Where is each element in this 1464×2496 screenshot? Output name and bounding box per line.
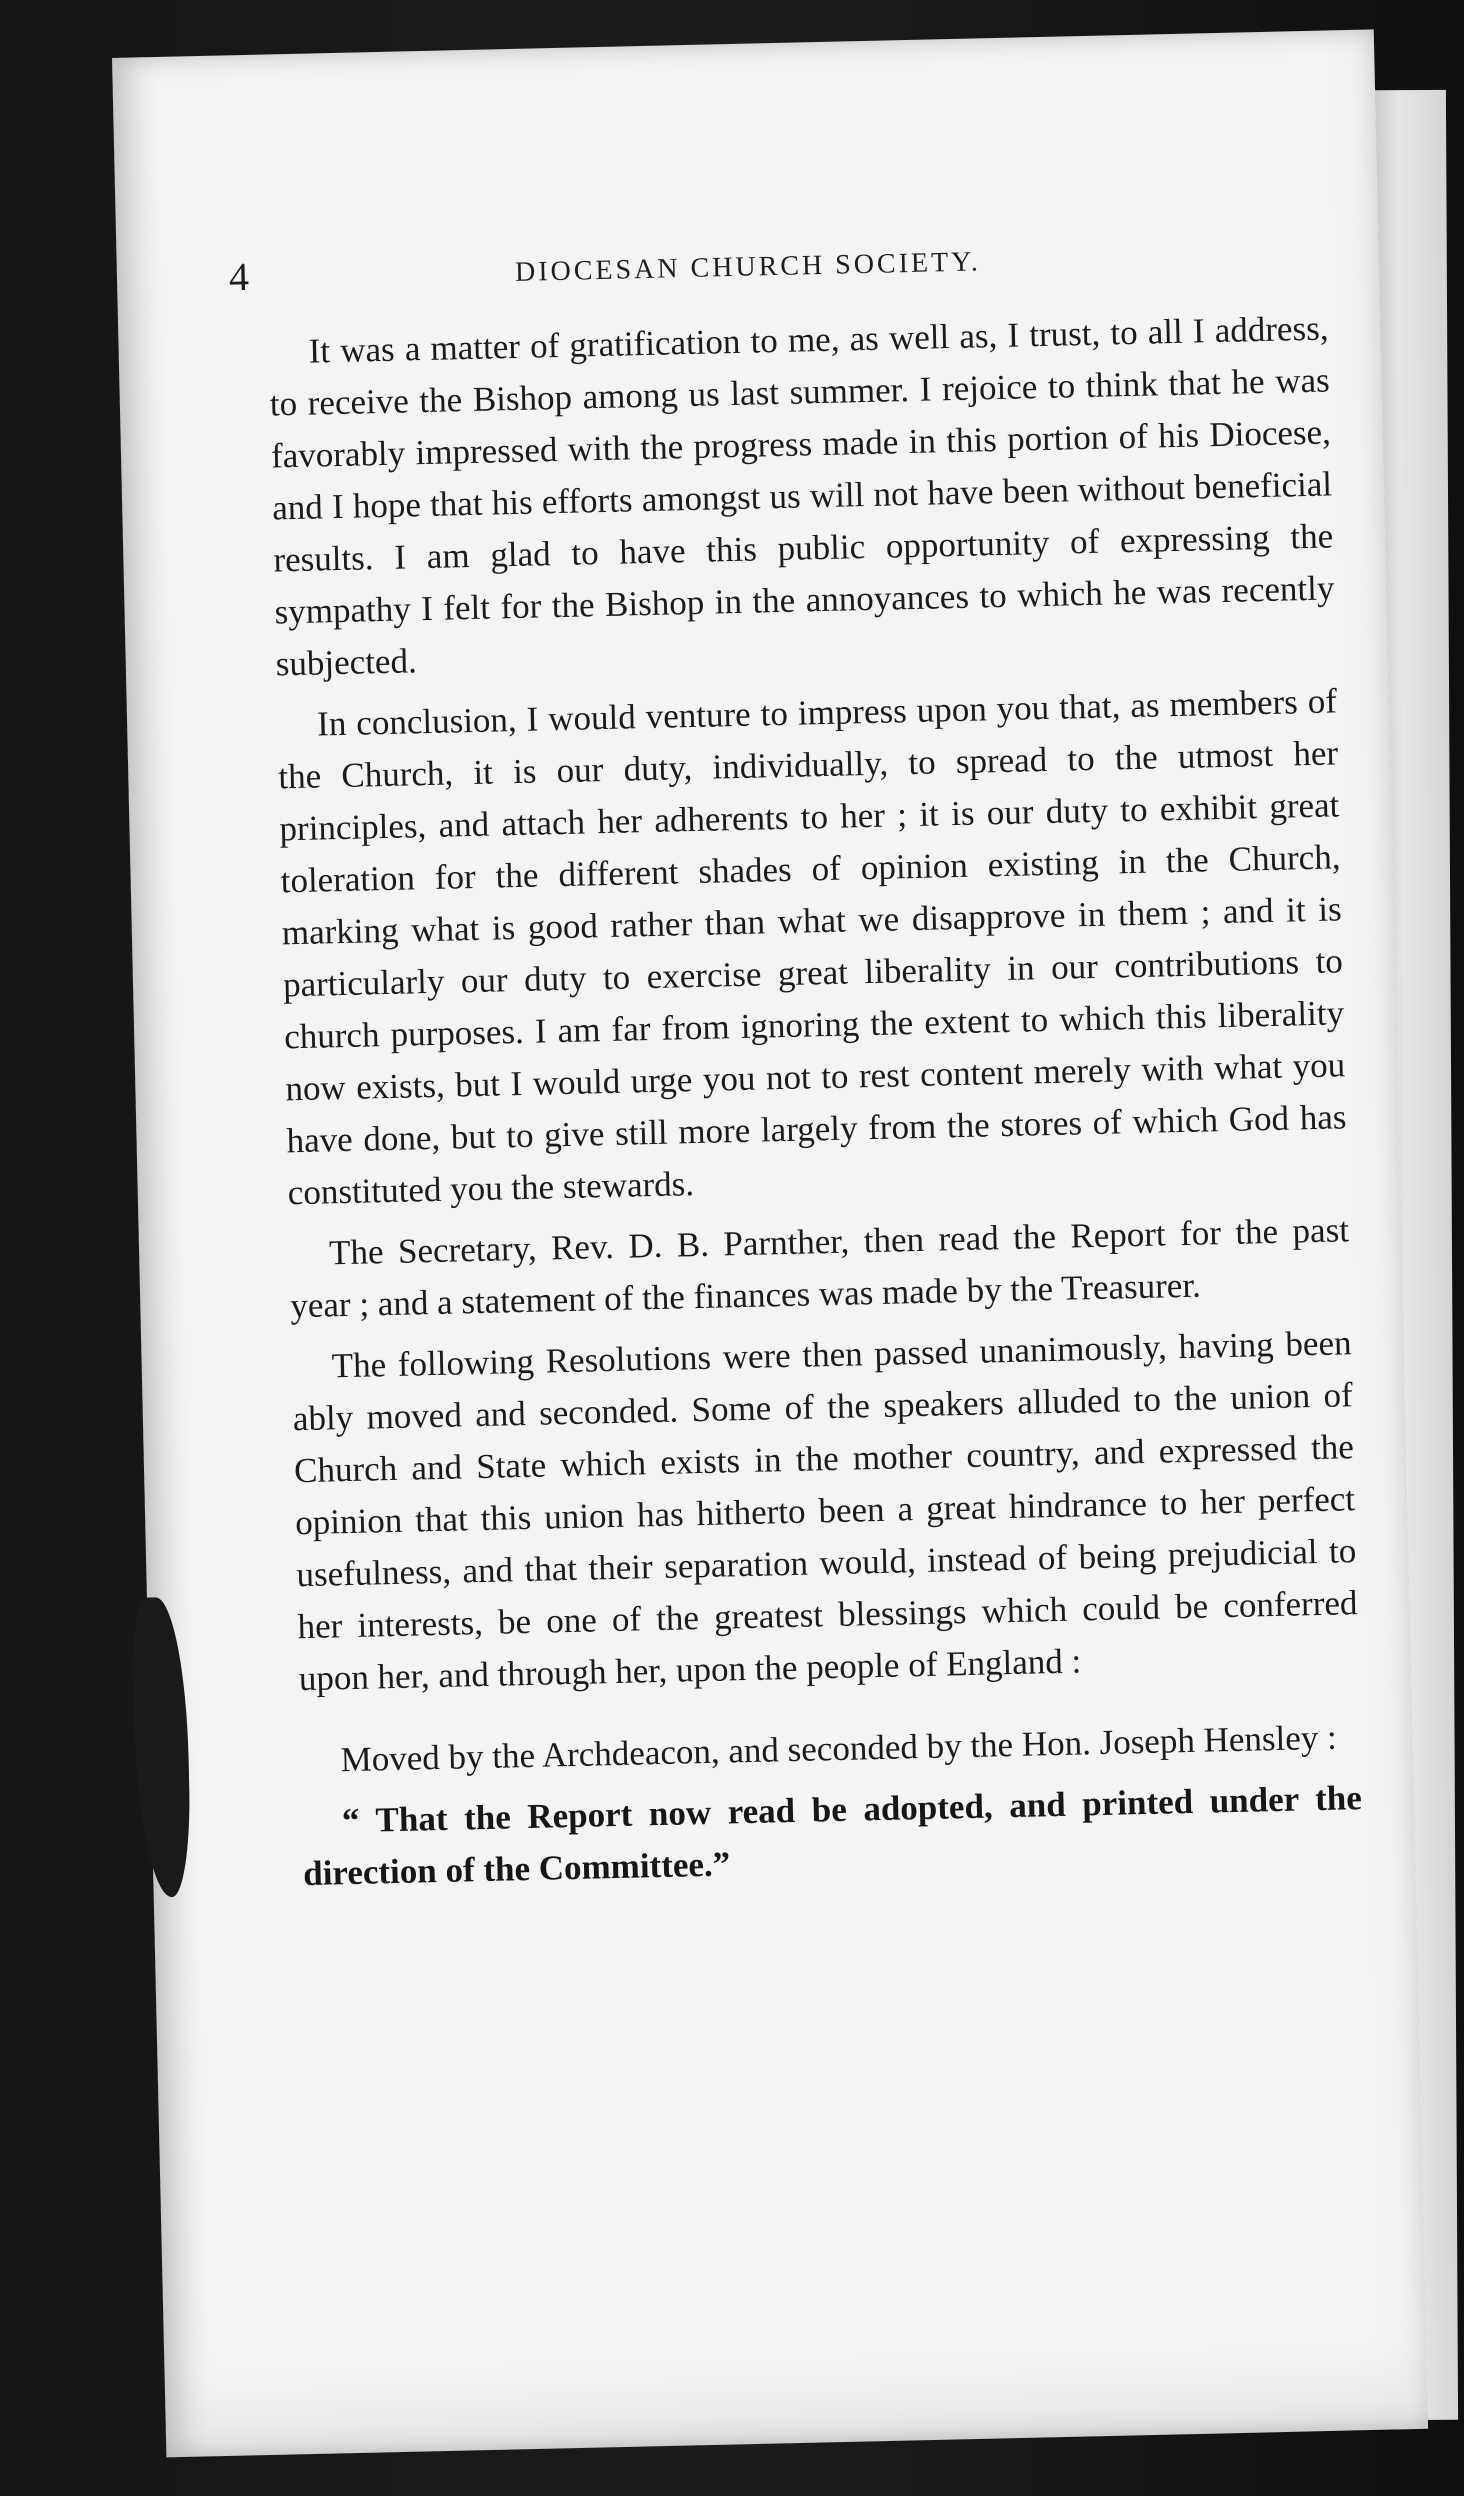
resolution-quote: “ That the Report now read be adopted, and printed under the direction of the Committee.” <box>302 1778 1363 1894</box>
running-head: DIOCESAN CHURCH SOCIETY. <box>514 246 982 288</box>
paragraph-resolutions: The following Resolutions were then passed unanimously, having been ably moved and seconded. Some of the speakers alluded to the union of Church and State which exists in the mother country, and expressed the opinion that this union has hitherto been a great hindrance to her perfect usefulness, and that their separation would, instead of being prejudicial to her interests, be one of the greatest blessings which could be conferred upon her, and through her, upon the people of England : <box>292 1323 1358 1699</box>
book-page <box>112 29 1428 2457</box>
paragraph-secretary-report: The Secretary, Rev. D. B. Parnther, then read the Report for the past year ; and a statement of the finances was made by the Treasurer. <box>289 1210 1350 1326</box>
paragraph-motion: Moved by the Archdeacon, and seconded by the Hon. Joseph Hensley : <box>340 1717 1338 1780</box>
paragraph-conclusion: In conclusion, I would venture to impress upon you that, as members of the Church, it is our duty, individually, to spread to the utmost her principles, and attach her adherents to her ; it is our duty to exhibit great toleration for the different shades of opinion existing in the Church, marking what is good rather than what we disapprove in them ; and it is particularly our duty to exercise great liberality in our contributions to church purposes. I am far from ignoring the extent to which this liberality now exists, but I would urge you not to rest content merely with what you have done, but to give still more largely from the stores of which God has constituted you the stewards. <box>277 681 1347 1213</box>
body-text <box>268 302 1363 1900</box>
page-header <box>116 227 1379 316</box>
page-number: 4 <box>228 253 250 300</box>
paragraph-bishop-visit: It was a matter of gratification to me, as well as, I trust, to all I address, to receive the Bishop among us last summer. I rejoice to think that he was favorably impressed with the progress made in this portion of his Diocese, and I hope that his efforts amongst us will not have been without beneficial results. I am glad to have this public opportunity of expressing the sympathy I felt for the Bishop in the annoyances to which he was recently subjected. <box>269 308 1335 684</box>
